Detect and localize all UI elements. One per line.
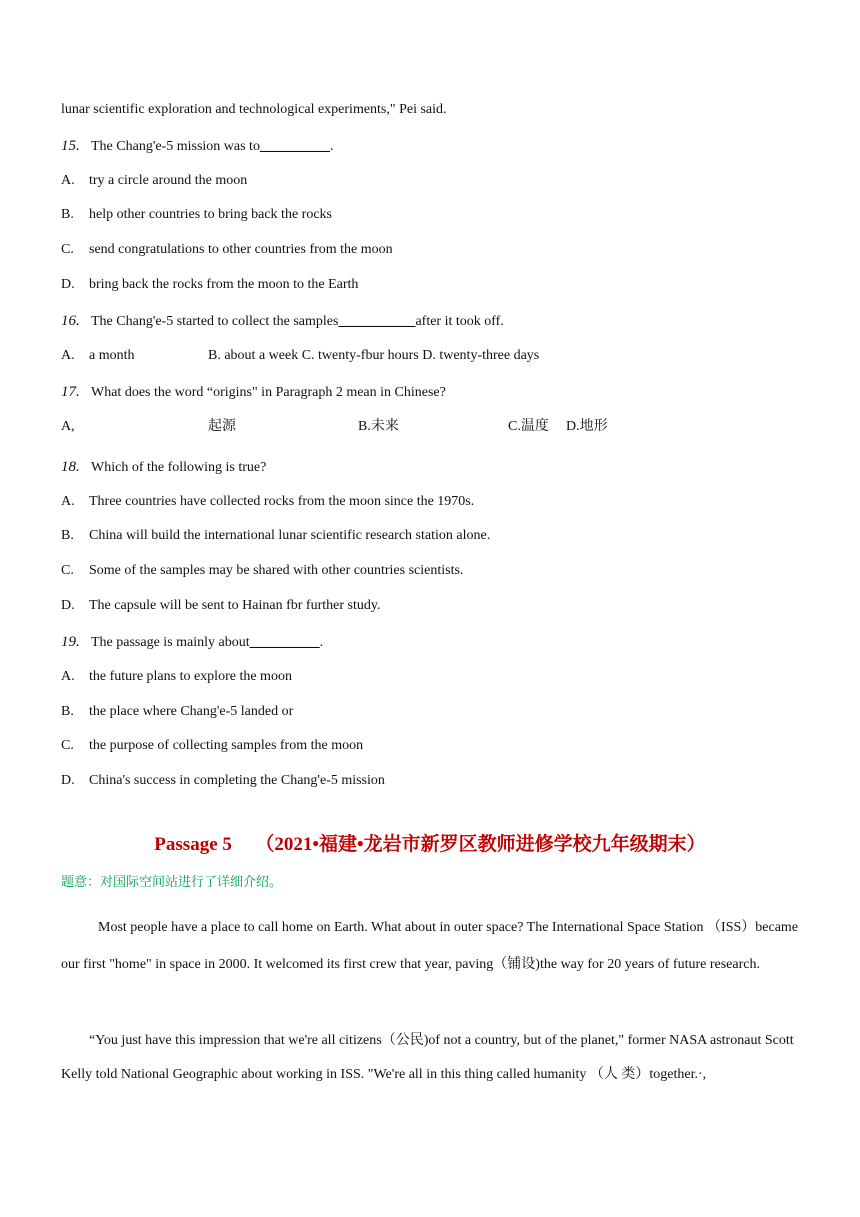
option-text: send congratulations to other countries from the moon <box>89 242 393 257</box>
option-text: try a circle around the moon <box>89 173 248 188</box>
passage-paragraph-1: Most people have a place to call home on Earth. What about in outer space? The International Space Station （ISS）became our first "home" in space in 2000. It welcomed its first crew that year, paving（铺设)the way for 20 years of future research. <box>61 920 799 972</box>
option-letter: D. <box>61 598 75 613</box>
option-text: the place where Chang'e-5 landed or <box>89 704 294 719</box>
option-text: Three countries have collected rocks from the moon since the 1970s. <box>89 494 475 509</box>
question-end: . <box>329 139 334 154</box>
option-text: the purpose of collecting samples from the moon <box>89 738 364 753</box>
question-number: 19. <box>61 634 80 650</box>
question-stem: The Chang'e-5 mission was to <box>91 139 260 154</box>
answer-blank: __________ <box>249 635 320 650</box>
options-17 <box>61 418 621 436</box>
option-text: a month <box>89 348 135 363</box>
option-15-b <box>61 206 332 224</box>
option-text: China will build the international lunar scientific research station alone. <box>89 528 491 543</box>
question-19 <box>61 633 323 652</box>
option-c-text: C.温度 <box>508 419 549 434</box>
question-stem: The passage is mainly about <box>91 635 250 650</box>
option-19-b <box>61 703 293 721</box>
question-number: 18. <box>61 459 80 475</box>
answer-blank: __________ <box>259 139 330 154</box>
option-text: Some of the samples may be shared with other countries scientists. <box>89 563 464 578</box>
passage-paragraph-2: “You just have this impression that we're all citizens（公民)of not a country, but of the planet," former NASA astronaut Scott Kelly told National Geographic about working in ISS. "We're all in this thing called humanity （人 类）together.·, <box>61 1033 794 1082</box>
question-15 <box>61 137 333 156</box>
option-text: bring back the rocks from the moon to the Earth <box>89 277 359 292</box>
option-19-a <box>61 668 292 686</box>
option-19-d <box>61 772 385 790</box>
question-number: 15. <box>61 138 80 154</box>
passage-heading <box>0 833 860 857</box>
option-19-c <box>61 737 363 755</box>
question-stem: What does the word “origins" in Paragraph 2 mean in Chinese? <box>91 385 446 400</box>
option-15-d <box>61 276 358 294</box>
question-number: 17. <box>61 384 80 400</box>
option-b-text: B.未来 <box>358 419 399 434</box>
question-stem: Which of the following is true? <box>91 460 267 475</box>
option-letter: C. <box>61 563 74 578</box>
option-letter: D. <box>61 773 75 788</box>
option-a-text: 起源 <box>208 419 236 434</box>
option-letter: A. <box>61 669 75 684</box>
option-letter: D. <box>61 277 75 292</box>
option-text: China's success in completing the Chang'e-5 mission <box>89 773 385 788</box>
option-18-a <box>61 493 474 511</box>
option-letter: C. <box>61 242 74 257</box>
option-15-a <box>61 172 247 190</box>
option-18-d <box>61 597 380 615</box>
question-end: . <box>319 635 324 650</box>
option-letter: B. <box>61 528 74 543</box>
passage-title: Passage 5 <box>154 834 232 855</box>
options-16 <box>61 347 540 365</box>
passage-note: 题意：对国际空间站进行了详细介绍。 <box>61 874 283 889</box>
option-letter: A. <box>61 348 75 363</box>
option-text: the future plans to explore the moon <box>89 669 292 684</box>
passage-source: （2021•福建•龙岩市新罗区教师进修学校九年级期末） <box>255 834 706 855</box>
answer-blank: ___________ <box>338 314 416 329</box>
intro-line: lunar scientific exploration and technological experiments," Pei said. <box>61 102 447 117</box>
question-16 <box>61 312 504 331</box>
option-18-b <box>61 527 490 545</box>
question-stem: The Chang'e-5 started to collect the samples <box>91 314 339 329</box>
option-letter: A. <box>61 494 75 509</box>
option-text: help other countries to bring back the rocks <box>89 207 332 222</box>
question-17 <box>61 383 446 402</box>
option-letter: A, <box>61 419 75 434</box>
option-text-rest: B. about a week C. twenty-fbur hours D. twenty-three days <box>208 348 540 363</box>
option-letter: B. <box>61 207 74 222</box>
question-18 <box>61 458 266 477</box>
option-18-c <box>61 562 463 580</box>
option-d-text: D.地形 <box>566 419 608 434</box>
option-letter: B. <box>61 704 74 719</box>
option-text: The capsule will be sent to Hainan fbr further study. <box>89 598 381 613</box>
question-end: after it took off. <box>415 314 504 329</box>
option-letter: A. <box>61 173 75 188</box>
question-number: 16. <box>61 313 80 329</box>
option-letter: C. <box>61 738 74 753</box>
option-15-c <box>61 241 393 259</box>
